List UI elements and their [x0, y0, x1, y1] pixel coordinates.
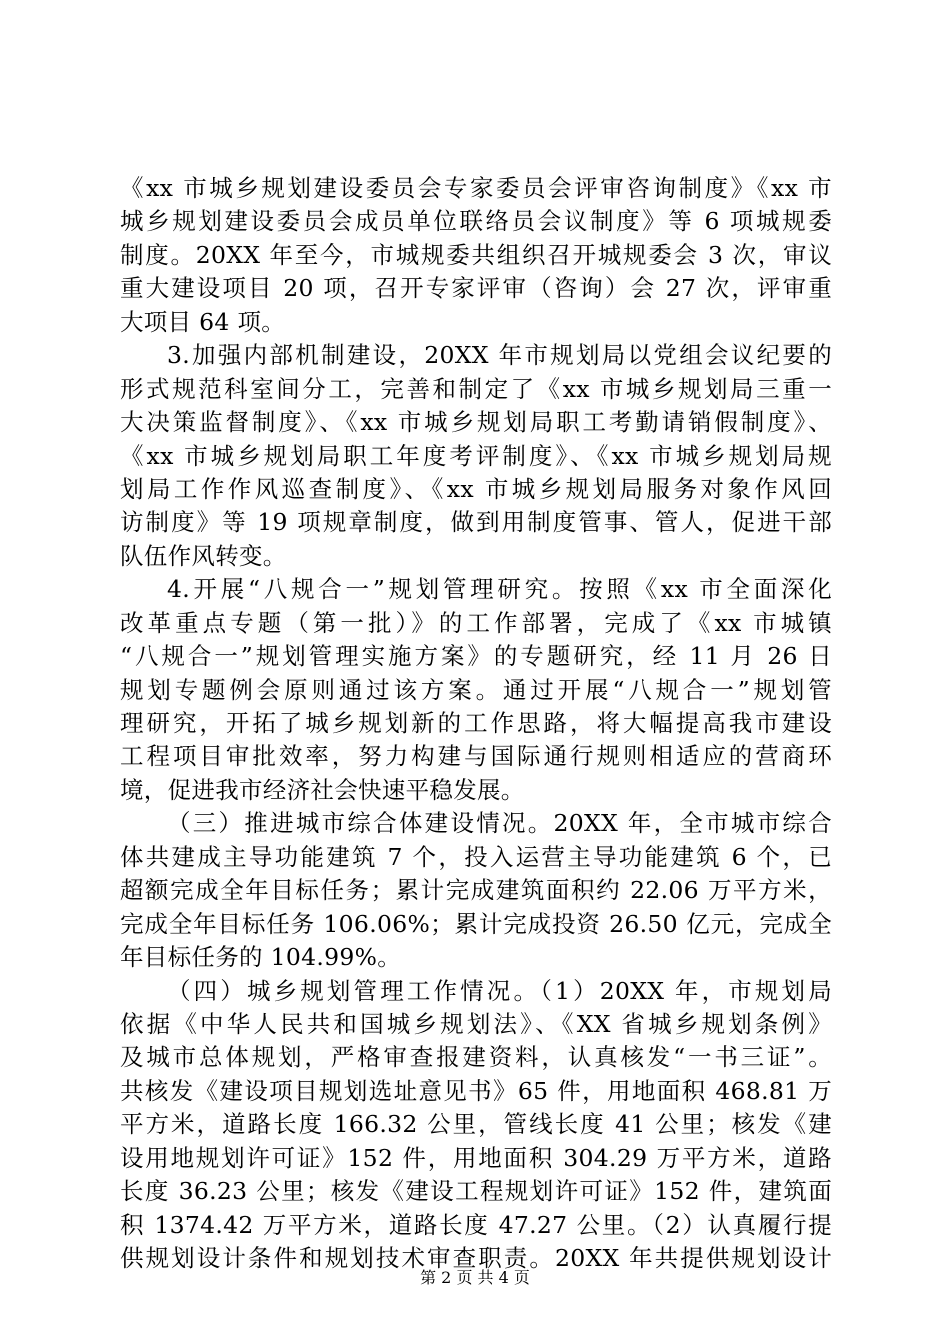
text-line: 完成全年目标任务 106.06%；累计完成投资 26.50 亿元，完成全: [120, 909, 832, 938]
text-line: 平方米，道路长度 166.32 公里，管线长度 41 公里；核发《建: [120, 1110, 832, 1139]
text-line: 年目标任务的 104.99%。: [120, 943, 402, 972]
text-line: 划局工作作风巡查制度》、《xx 市城乡规划局服务对象作风回: [120, 474, 832, 503]
text-line: 城乡规划建设委员会成员单位联络员会议制度》等 6 项城规委: [120, 207, 832, 236]
text-line: 规划专题例会原则通过该方案。通过开展“八规合一”规划管: [120, 675, 832, 704]
paragraph-first-line: （四）城乡规划管理工作情况。（1）20XX 年，市规划局: [167, 976, 832, 1005]
text-line: “八规合一”规划管理实施方案》的专题研究，经 11 月 26 日: [120, 642, 832, 671]
text-line: 《xx 市城乡规划建设委员会专家委员会评审咨询制度》《xx 市: [120, 174, 832, 202]
text-line: 访制度》等 19 项规章制度，做到用制度管事、管人，促进干部: [120, 508, 832, 537]
text-line: 及城市总体规划，严格审查报建资料，认真核发“一书三证”。: [120, 1043, 832, 1072]
page-number-footer: 第 2 页 共 4 页: [420, 1268, 530, 1287]
text-line: 共核发《建设项目规划选址意见书》65 件，用地面积 468.81 万: [120, 1076, 832, 1105]
text-line: 设用地规划许可证》152 件，用地面积 304.29 万平方米，道路: [120, 1143, 832, 1172]
text-line: 供规划设计条件和规划技术审查职责。20XX 年共提供规划设计: [120, 1244, 832, 1272]
text-line: 积 1374.42 万平方米，道路长度 47.27 公里。（2）认真履行提: [120, 1210, 832, 1239]
text-line: 制度。20XX 年至今，市城规委共组织召开城规委会 3 次，审议: [120, 240, 832, 269]
text-line: 改革重点专题（第一批）》的工作部署，完成了《xx 市城镇: [120, 608, 832, 637]
paragraph-first-line: 3.加强内部机制建设，20XX 年市规划局以党组会议纪要的: [167, 341, 832, 370]
document-body: [120, 172, 832, 1275]
text-line: 大项目 64 项。: [120, 307, 286, 336]
text-line: 依据《中华人民共和国城乡规划法》、《XX 省城乡规划条例》: [120, 1009, 832, 1038]
text-line: 大决策监督制度》、《xx 市城乡规划局职工考勤请销假制度》、: [120, 408, 832, 437]
text-line: 理研究，开拓了城乡规划新的工作思路，将大幅提高我市建设: [120, 709, 832, 737]
paragraph-first-line: 4.开展“八规合一”规划管理研究。按照《xx 市全面深化: [167, 575, 832, 604]
text-line: 境，促进我市经济社会快速平稳发展。: [120, 775, 525, 804]
paragraph-first-line: （三）推进城市综合体建设情况。20XX 年，全市城市综合: [167, 809, 832, 838]
text-line: 工程项目审批效率，努力构建与国际通行规则相适应的营商环: [120, 742, 832, 771]
text-line: 《xx 市城乡规划局职工年度考评制度》、《xx 市城乡规划局规: [120, 441, 832, 470]
text-line: 重大建设项目 20 项，召开专家评审（咨询）会 27 次，评审重: [120, 274, 832, 303]
text-line: 长度 36.23 公里；核发《建设工程规划许可证》152 件，建筑面: [120, 1177, 832, 1206]
text-line: 超额完成全年目标任务；累计完成建筑面积约 22.06 万平方米，: [120, 876, 832, 905]
text-line: 体共建成主导功能建筑 7 个，投入运营主导功能建筑 6 个，已: [120, 842, 832, 871]
text-line: 队伍作风转变。: [120, 541, 287, 570]
text-line: 形式规范科室间分工，完善和制定了《xx 市城乡规划局三重一: [120, 374, 832, 403]
